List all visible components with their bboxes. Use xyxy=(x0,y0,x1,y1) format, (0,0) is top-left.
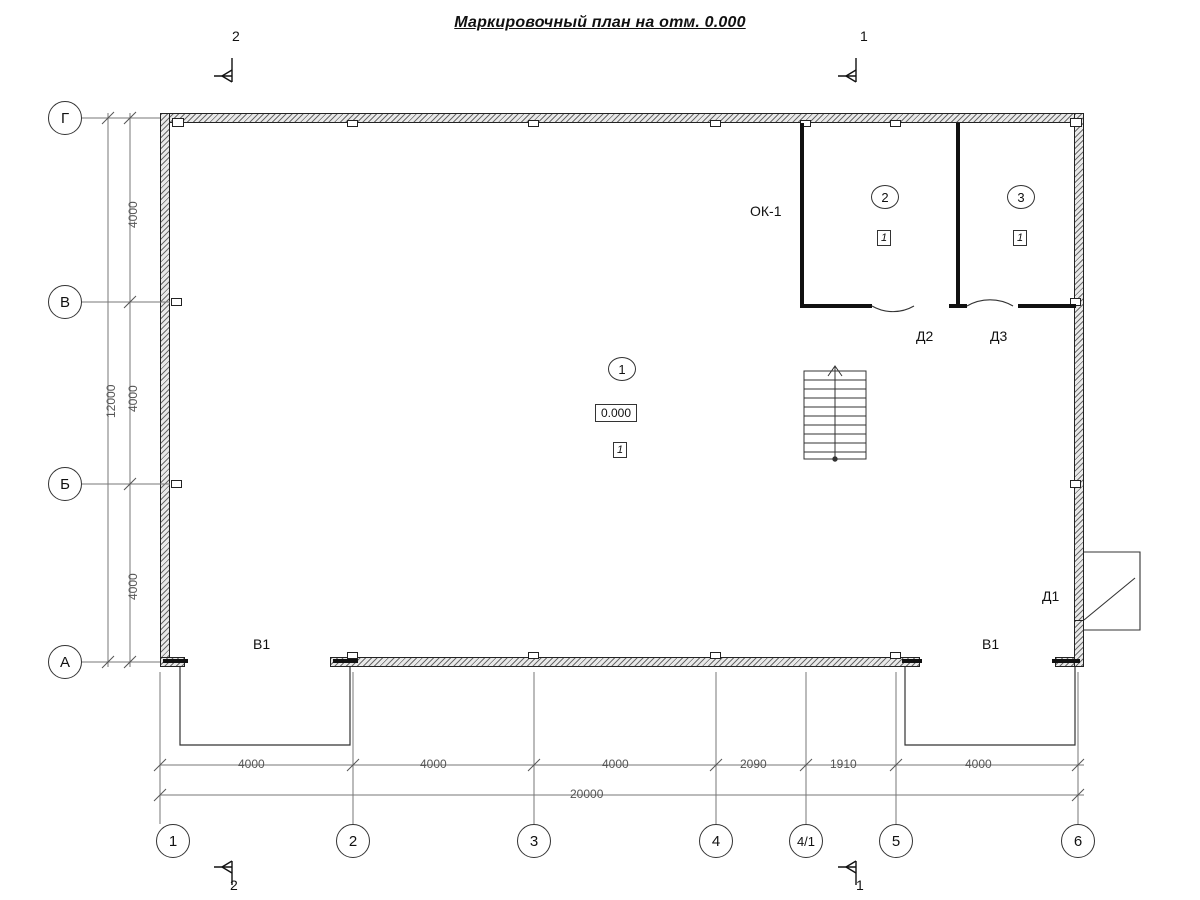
column xyxy=(347,120,358,127)
partition-rooms-bottom-middle xyxy=(949,304,967,308)
axis-bubble-1[interactable]: 1 xyxy=(156,824,190,858)
section-mark-2-bottom-label: 2 xyxy=(230,877,238,893)
exterior-wall-top xyxy=(160,113,1084,123)
axis-bubble-g[interactable]: Г xyxy=(48,101,82,135)
column xyxy=(171,298,182,306)
vertical-dimension-2: 4000 xyxy=(126,385,140,412)
horizontal-dimension-6: 4000 xyxy=(965,757,992,771)
axis-bubble-4[interactable]: 4 xyxy=(699,824,733,858)
partition-rooms-bottom-right xyxy=(1018,304,1076,308)
column xyxy=(528,652,539,659)
column xyxy=(528,120,539,127)
column xyxy=(710,120,721,127)
exterior-wall-bottom-middle xyxy=(330,657,920,667)
partition-rooms-bottom-left xyxy=(800,304,872,308)
vertical-dimension-1: 4000 xyxy=(126,201,140,228)
horizontal-dimension-total: 20000 xyxy=(570,787,604,801)
window-ok-1-label: ОК-1 xyxy=(750,203,782,219)
partition-room2-left xyxy=(800,123,804,308)
section-mark-1-top-label: 1 xyxy=(860,28,868,44)
gate-v1-left-label: В1 xyxy=(253,636,271,652)
axis-bubble-2[interactable]: 2 xyxy=(336,824,370,858)
column xyxy=(710,652,721,659)
column xyxy=(172,118,184,127)
axis-bubble-5[interactable]: 5 xyxy=(879,824,913,858)
page-title-text: Маркировочный план на отм. 0.000 xyxy=(454,14,746,31)
vertical-dimension-total: 12000 xyxy=(104,384,118,418)
door-d3-label: Д3 xyxy=(990,328,1008,344)
column xyxy=(890,652,901,659)
axis-bubble-3[interactable]: 3 xyxy=(517,824,551,858)
entrance-wall-d1 xyxy=(1074,620,1084,667)
gate-v1-right-label: В1 xyxy=(982,636,1000,652)
column xyxy=(890,120,901,127)
room-2-finish-tag: 1 xyxy=(877,230,891,246)
section-mark-1-bottom-label: 1 xyxy=(856,877,864,893)
page-title xyxy=(0,14,1200,32)
column xyxy=(171,480,182,488)
column xyxy=(1070,118,1082,127)
section-mark-2-top-label: 2 xyxy=(232,28,240,44)
room-1-finish-tag: 1 xyxy=(613,442,627,458)
room-number-3[interactable]: 3 xyxy=(1007,185,1035,209)
exterior-wall-left xyxy=(160,113,170,667)
axis-bubble-6[interactable]: 6 xyxy=(1061,824,1095,858)
horizontal-dimension-2: 4000 xyxy=(420,757,447,771)
exterior-wall-bottom-left xyxy=(160,657,185,667)
column xyxy=(1070,480,1081,488)
partition-room2-3 xyxy=(956,123,960,308)
horizontal-dimension-5: 1910 xyxy=(830,757,857,771)
level-tag-0000: 0.000 xyxy=(595,404,637,422)
horizontal-dimension-1: 4000 xyxy=(238,757,265,771)
room-number-1[interactable]: 1 xyxy=(608,357,636,381)
door-d1-label: Д1 xyxy=(1042,588,1060,604)
axis-bubble-b[interactable]: Б xyxy=(48,467,82,501)
room-3-finish-tag: 1 xyxy=(1013,230,1027,246)
horizontal-dimension-3: 4000 xyxy=(602,757,629,771)
vertical-dimension-3: 4000 xyxy=(126,573,140,600)
axis-bubble-a[interactable]: А xyxy=(48,645,82,679)
room-number-2[interactable]: 2 xyxy=(871,185,899,209)
horizontal-dimension-4: 2090 xyxy=(740,757,767,771)
column xyxy=(347,652,358,659)
axis-bubble-v[interactable]: В xyxy=(48,285,82,319)
axis-bubble-4-1[interactable]: 4/1 xyxy=(789,824,823,858)
exterior-wall-right xyxy=(1074,113,1084,667)
door-d2-label: Д2 xyxy=(916,328,934,344)
